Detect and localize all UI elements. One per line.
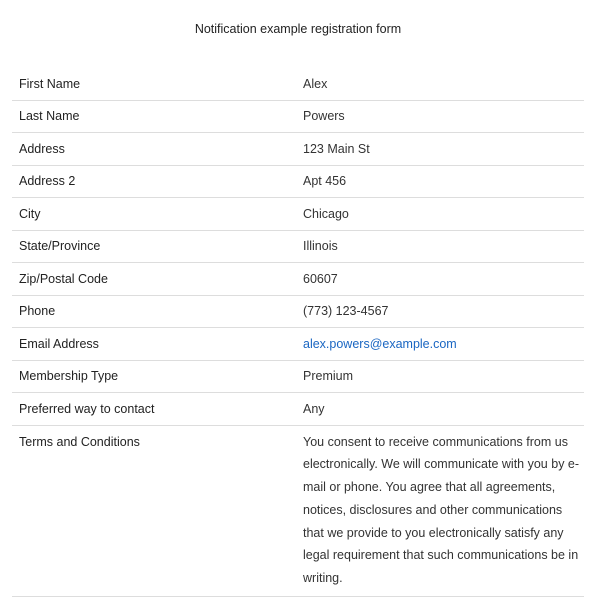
form-title: Notification example registration form [194, 22, 402, 36]
zip-postal-code-label: Zip/Postal Code [19, 271, 108, 286]
row-address [12, 133, 584, 166]
last-name-label: Last Name [19, 109, 80, 124]
city-value: Chicago [303, 206, 349, 221]
membership-type-label: Membership Type [19, 369, 119, 384]
address-label: Address [19, 141, 65, 156]
address-value: 123 Main St [303, 141, 370, 156]
terms-and-conditions-label: Terms and Conditions [19, 434, 140, 449]
row-city [12, 198, 584, 231]
row-membership-type [12, 361, 584, 394]
terms-and-conditions-value: You consent to receive communications from us electronically. We will communicate with you by e-mail or phone. You agree that all agreements, notices, disclosures and other communications that we provide to you electronically satisfy any legal requirement that such communications be in writing. [303, 434, 580, 586]
row-terms-and-conditions [12, 426, 584, 597]
row-last-name [12, 101, 584, 134]
last-name-value: Powers [303, 109, 345, 124]
email-address-label: Email Address [19, 336, 99, 351]
row-state-province [12, 231, 584, 264]
phone-label: Phone [19, 304, 56, 319]
first-name-label: First Name [19, 76, 81, 91]
email-address-cell [296, 337, 584, 351]
phone-value: (773) 123-4567 [303, 304, 389, 319]
row-first-name [12, 68, 584, 101]
state-province-value: Illinois [303, 239, 338, 254]
row-email-address [12, 328, 584, 361]
address-2-value: Apt 456 [303, 174, 347, 189]
email-address-link[interactable]: alex.powers@example.com [303, 336, 457, 351]
address-2-label: Address 2 [19, 174, 76, 189]
registration-summary-table [12, 68, 584, 597]
first-name-value: Alex [303, 76, 328, 91]
zip-postal-code-value: 60607 [303, 271, 338, 286]
row-phone [12, 296, 584, 329]
row-zip-postal-code [12, 263, 584, 296]
city-label: City [19, 206, 41, 221]
row-preferred-contact [12, 393, 584, 426]
row-address-2 [12, 166, 584, 199]
state-province-label: State/Province [19, 239, 101, 254]
preferred-contact-label: Preferred way to contact [19, 401, 155, 416]
membership-type-value: Premium [303, 369, 354, 384]
preferred-contact-value: Any [303, 401, 325, 416]
